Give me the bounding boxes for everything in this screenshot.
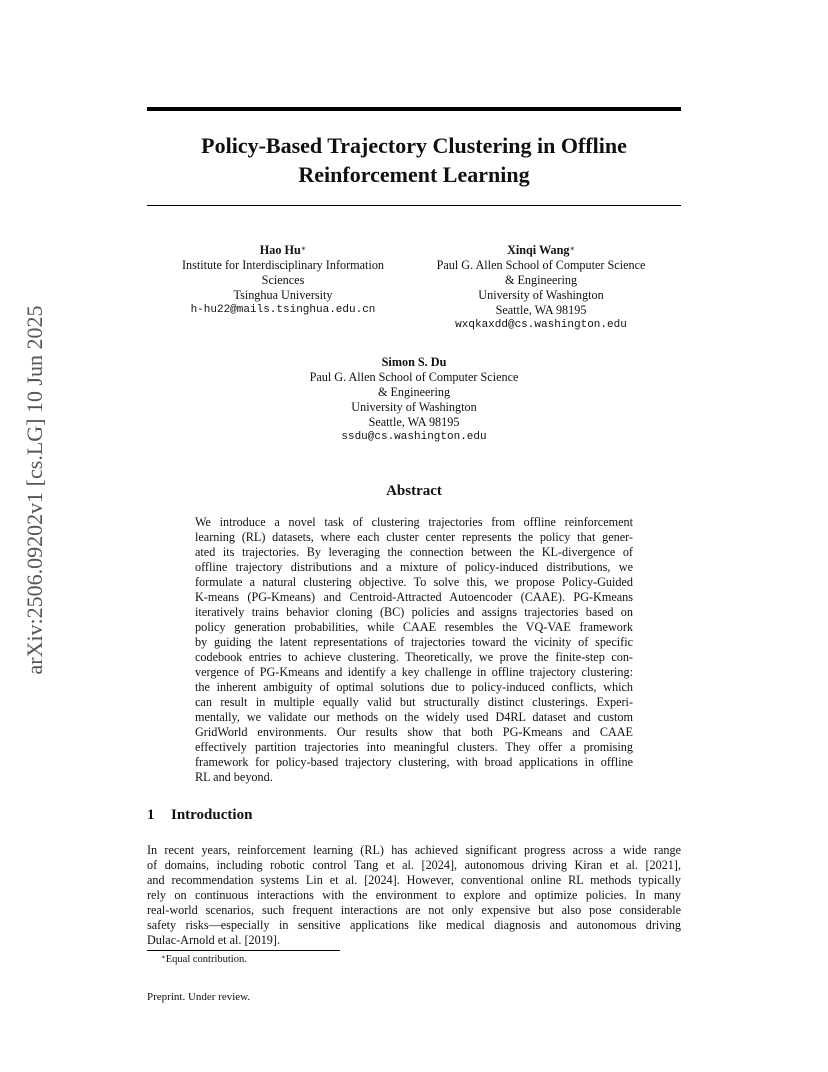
author-affiliation: Institute for Interdisciplinary Information xyxy=(181,258,385,272)
section-title: Introduction xyxy=(171,807,253,823)
author-name: Xinqi Wang xyxy=(507,243,570,257)
abstract-line: vergence of PG-Kmeans and identify a key challenge in offline trajectory clustering: xyxy=(195,665,633,679)
abstract-line: K-means (PG-Kmeans) and Centroid-Attracted Autoencoder (CAAE). PG-Kmeans xyxy=(195,590,633,604)
author-affiliation: Seattle, WA 98195 xyxy=(368,415,460,429)
author-affiliation: University of Washington xyxy=(351,400,477,414)
preprint-notice: Preprint. Under review. xyxy=(147,991,251,1003)
title-line: Reinforcement Learning xyxy=(298,162,530,187)
abstract-line: formulate a natural clustering objective. To solve this, we propose Policy-Guided xyxy=(195,575,633,589)
author-affiliation: Paul G. Allen School of Computer Science xyxy=(436,258,646,272)
abstract-line: offline trajectory distributions and a mixture of policy-induced distributions, we xyxy=(195,560,633,574)
abstract-body xyxy=(195,515,633,785)
abstract-line: GridWorld environments. Our results show that both PG-Kmeans and CAAE xyxy=(195,725,633,739)
body-line: rely on continuous interactions with the environment to explore and optimize policies. In many xyxy=(147,888,681,902)
body-line: safety risks—especially in sensitive applications like medical diagnosis and autonomous driving xyxy=(147,918,681,932)
author-email: wxqkaxdd@cs.washington.edu xyxy=(455,319,627,331)
abstract-line: ated its trajectories. By leveraging the connection between the KL-divergence of xyxy=(195,545,633,559)
equal-contribution-mark: ∗ xyxy=(300,244,307,253)
equal-contribution-mark: ∗ xyxy=(569,244,575,253)
author-affiliation: Tsinghua University xyxy=(233,288,333,302)
abstract-heading: Abstract xyxy=(386,483,442,499)
abstract-line: RL and beyond. xyxy=(195,770,273,784)
paper-title xyxy=(147,131,681,189)
abstract-line: the inherent ambiguity of optimal solutions due to policy-induced conflicts, which xyxy=(195,680,633,694)
author-affiliation: & Engineering xyxy=(377,385,451,399)
introduction-body xyxy=(147,843,681,948)
author-affiliation: Seattle, WA 98195 xyxy=(495,303,587,317)
arxiv-sidebar xyxy=(20,290,50,690)
body-line: Dulac-Arnold et al. [2019]. xyxy=(147,933,281,947)
author-affiliation: Sciences xyxy=(261,273,305,287)
author-affiliation: Paul G. Allen School of Computer Science xyxy=(309,370,519,384)
author-name: Hao Hu xyxy=(259,243,301,257)
abstract-line: We introduce a novel task of clustering trajectories from offline reinforcement xyxy=(195,515,633,529)
title-line: Policy-Based Trajectory Clustering in Offline xyxy=(201,133,627,158)
author-email: ssdu@cs.washington.edu xyxy=(341,431,487,443)
abstract-line: codebook entries to achieve clustering. Theoretically, we prove the finite-step con- xyxy=(195,650,633,664)
title-bottom-rule xyxy=(147,205,681,206)
author-block-3 xyxy=(284,355,544,445)
section-number: 1 xyxy=(147,807,155,823)
body-line: real-world scenarios, such frequent interactions are not only expensive but also pose considerable xyxy=(147,903,681,917)
footnote-mark: ∗ xyxy=(161,953,166,961)
body-line: and recommendation systems Lin et al. [2024]. However, conventional online RL methods typically xyxy=(147,873,681,887)
abstract-line: learning (RL) datasets, where each cluster center represents the policy that gener- xyxy=(195,530,633,544)
abstract-line: iteratively trains behavior cloning (BC) policies and assigns trajectories based on xyxy=(195,605,633,619)
author-block-1 xyxy=(161,243,405,318)
abstract-line: policy generation probabilities, while CAAE resembles the VQ-VAE framework xyxy=(195,620,633,634)
arxiv-id: arXiv:2506.09202v1 [cs.LG] 10 Jun 2025 xyxy=(22,305,47,675)
abstract-line: by guiding the latent representations of trajectories toward the vicinity of specific xyxy=(195,635,633,649)
footnote-rule xyxy=(147,950,340,951)
body-line: of domains, including robotic control Tang et al. [2024], autonomous driving Kiran et al. [2021], xyxy=(147,858,681,872)
body-line: In recent years, reinforcement learning (RL) has achieved significant progress across a wide range xyxy=(147,843,681,857)
author-affiliation: & Engineering xyxy=(504,273,578,287)
abstract-line: can result in multiple equally valid but structurally distinct clusterings. Experi- xyxy=(195,695,633,709)
footnote xyxy=(161,954,247,965)
author-email: h-hu22@mails.tsinghua.edu.cn xyxy=(190,304,376,316)
abstract-line: effectively partition trajectories into meaningful clusters. They offer a promising xyxy=(195,740,633,754)
author-name: Simon S. Du xyxy=(381,355,447,369)
author-block-2 xyxy=(413,243,669,333)
footnote-text: Equal contribution. xyxy=(165,954,247,965)
author-affiliation: University of Washington xyxy=(478,288,604,302)
abstract-line: mentally, we validate our methods on the widely used D4RL dataset and custom xyxy=(195,710,633,724)
section-heading xyxy=(147,807,252,824)
abstract-line: framework for policy-based trajectory clustering, with broad applications in offline xyxy=(195,755,633,769)
title-top-rule xyxy=(147,107,681,111)
